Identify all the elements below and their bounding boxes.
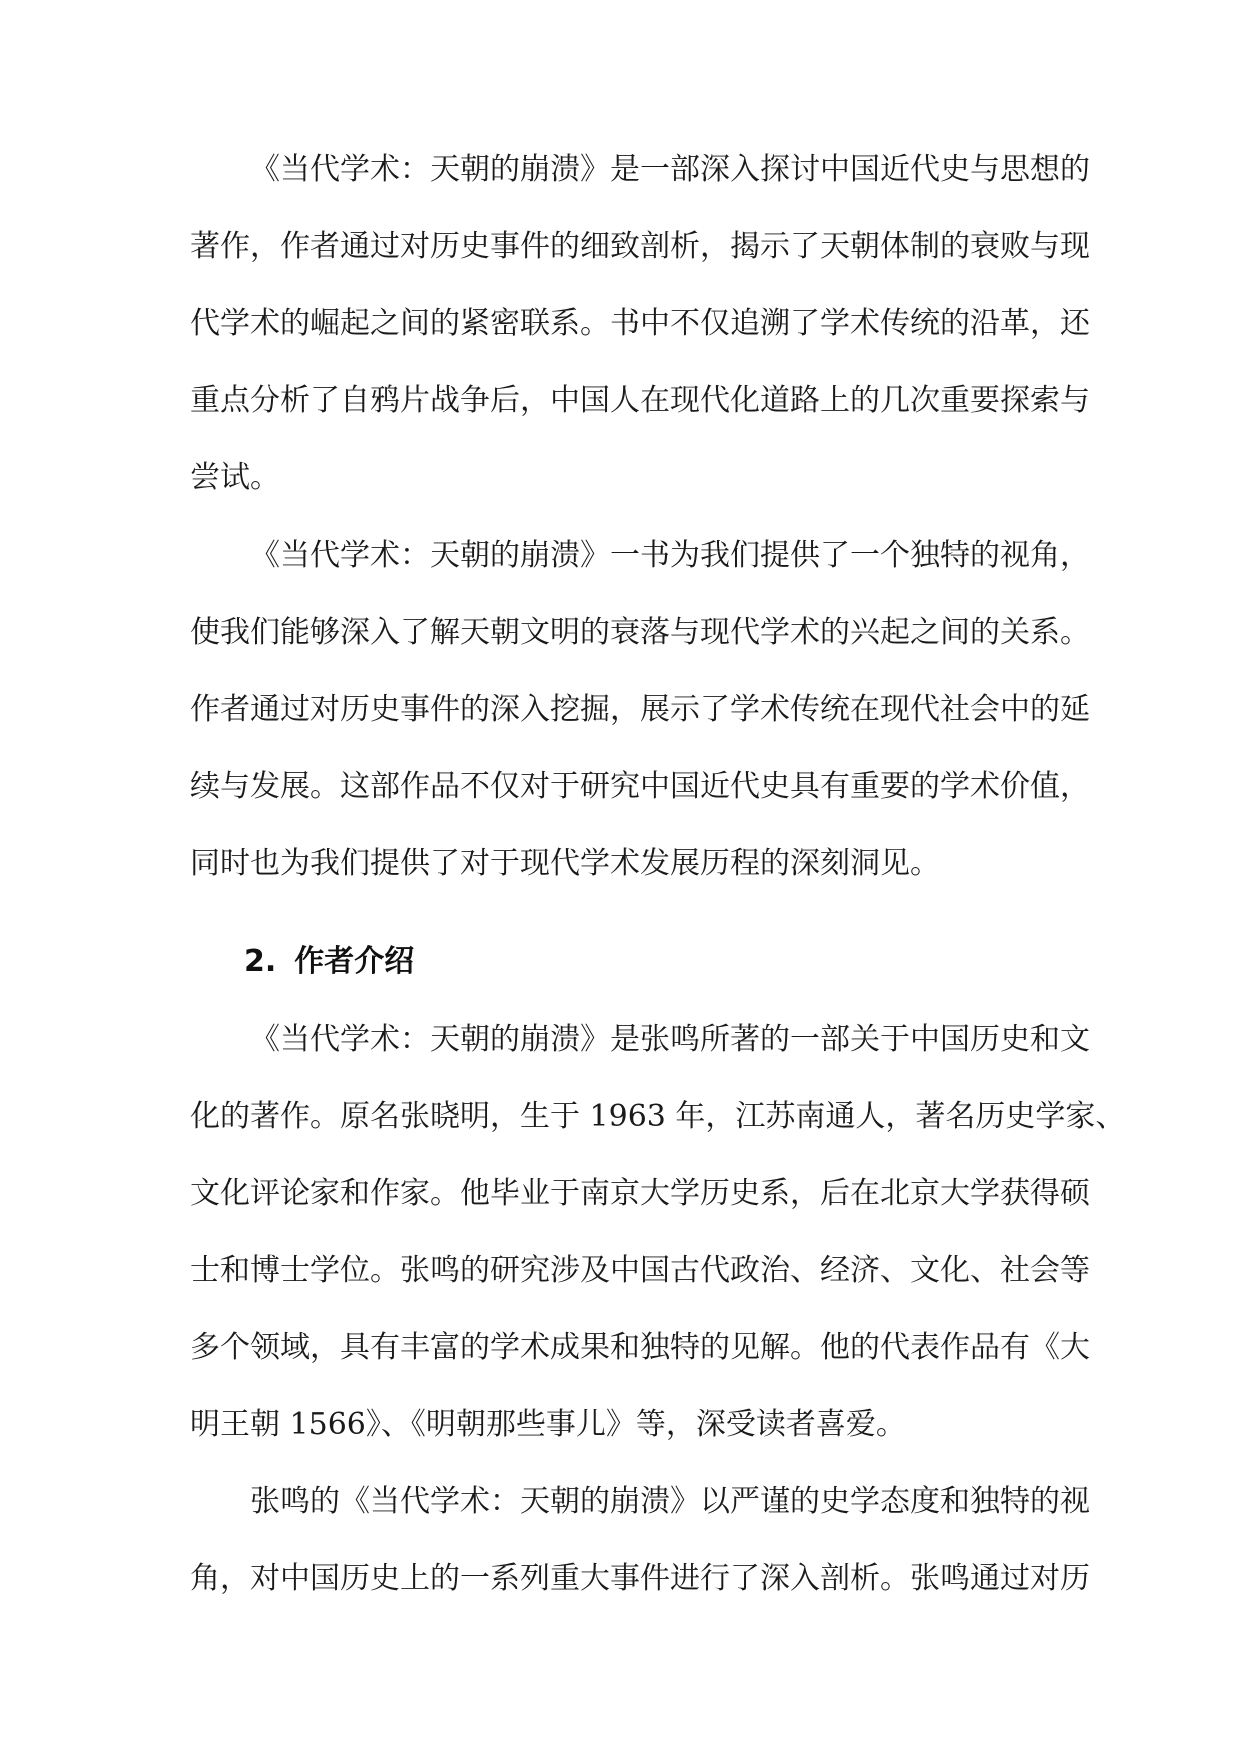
paragraph-line: 多个领域，具有丰富的学术成果和独特的见解。他的代表作品有《大 <box>190 1330 1090 1365</box>
paragraph-line: 著作，作者通过对历史事件的细致剖析，揭示了天朝体制的衰败与现 <box>190 229 1090 264</box>
paragraph-line: 化的著作。原名张晓明，生于 1963 年，江苏南通人，著名历史学家、 <box>190 1099 1126 1134</box>
paragraph-line: 张鸣的《当代学术：天朝的崩溃》以严谨的史学态度和独特的视 <box>250 1484 1090 1519</box>
paragraph-line: 《当代学术：天朝的崩溃》一书为我们提供了一个独特的视角， <box>250 538 1090 573</box>
paragraph-line: 《当代学术：天朝的崩溃》是一部深入探讨中国近代史与思想的 <box>250 152 1090 187</box>
paragraph-line: 明王朝 1566》、《明朝那些事儿》等，深受读者喜爱。 <box>190 1407 906 1442</box>
paragraph-line: 使我们能够深入了解天朝文明的衰落与现代学术的兴起之间的关系。 <box>190 615 1090 650</box>
paragraph-line: 尝试。 <box>190 460 280 495</box>
paragraph-line: 《当代学术：天朝的崩溃》是张鸣所著的一部关于中国历史和文 <box>250 1022 1090 1057</box>
paragraph-line: 续与发展。这部作品不仅对于研究中国近代史具有重要的学术价值， <box>190 769 1090 804</box>
paragraph-line: 重点分析了自鸦片战争后，中国人在现代化道路上的几次重要探索与 <box>190 383 1090 418</box>
paragraph-line: 角，对中国历史上的一系列重大事件进行了深入剖析。张鸣通过对历 <box>190 1561 1090 1596</box>
paragraph-line: 士和博士学位。张鸣的研究涉及中国古代政治、经济、文化、社会等 <box>190 1253 1090 1288</box>
paragraph-line: 同时也为我们提供了对于现代学术发展历程的深刻洞见。 <box>190 846 940 881</box>
paragraph-line: 代学术的崛起之间的紧密联系。书中不仅追溯了学术传统的沿革，还 <box>190 306 1090 341</box>
section-heading <box>244 944 414 980</box>
paragraph-line: 作者通过对历史事件的深入挖掘，展示了学术传统在现代社会中的延 <box>190 692 1090 727</box>
section-title: 作者介绍 <box>294 944 415 979</box>
section-number: 2. <box>244 944 277 979</box>
paragraph-line: 文化评论家和作家。他毕业于南京大学历史系，后在北京大学获得硕 <box>190 1176 1090 1211</box>
